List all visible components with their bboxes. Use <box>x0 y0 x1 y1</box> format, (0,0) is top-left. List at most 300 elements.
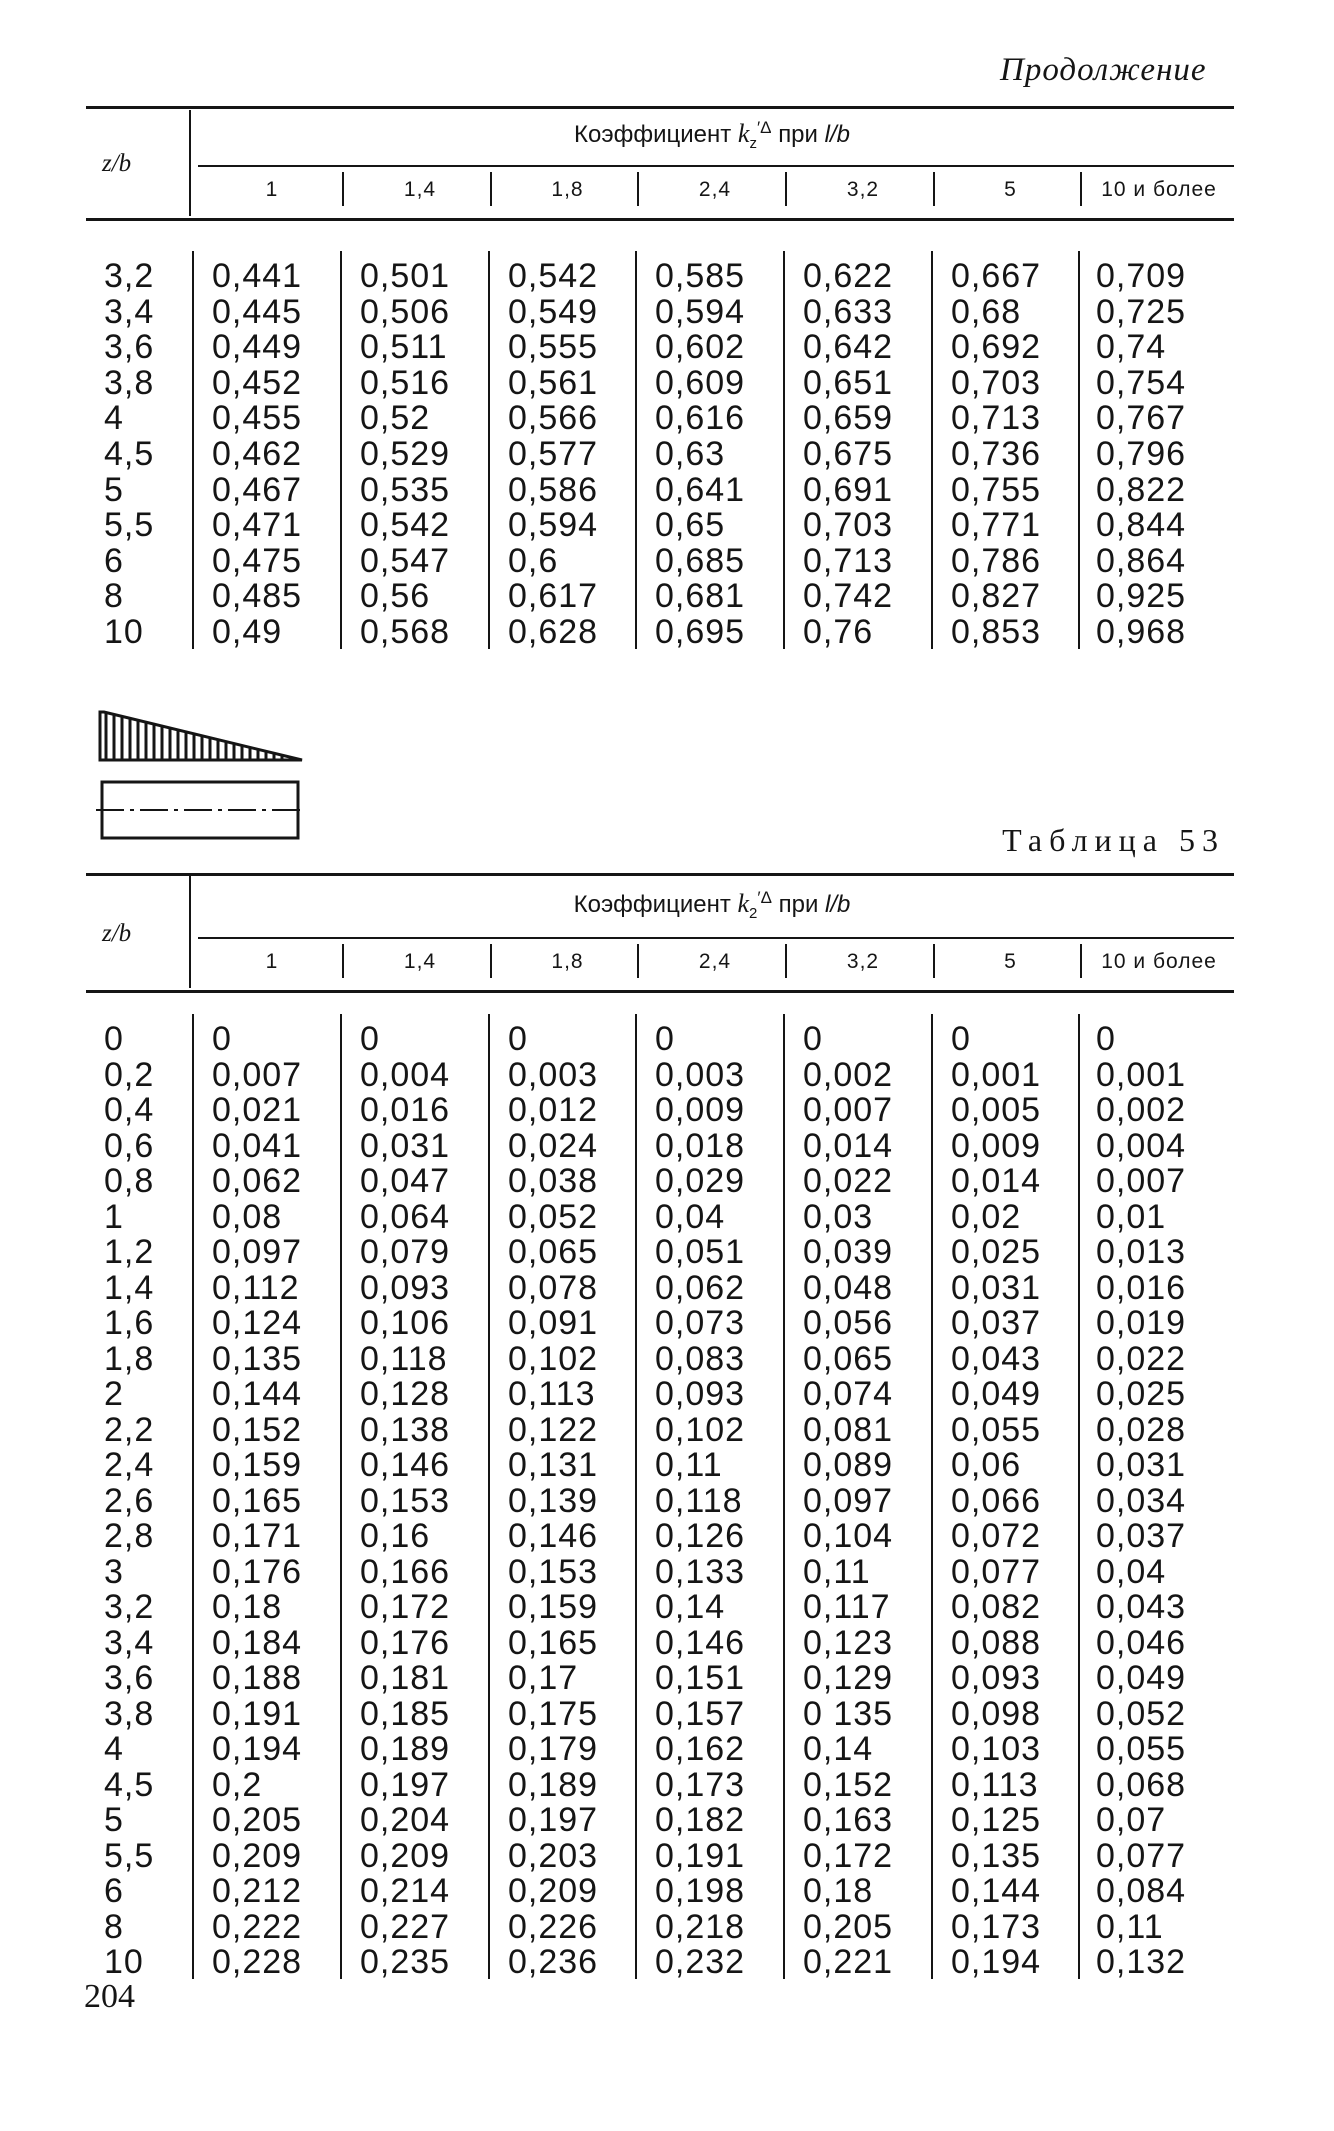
table-cell: 0,144 <box>212 1375 303 1413</box>
table-cell: 0,073 <box>655 1304 746 1342</box>
table-cell: 0 <box>360 1020 380 1058</box>
z-value: 5 <box>104 470 124 509</box>
column-header: 5 <box>1004 950 1017 973</box>
table-cell: 0,628 <box>508 613 599 651</box>
table-cell: 0,124 <box>212 1304 303 1342</box>
table-cell: 0,049 <box>1096 1659 1187 1697</box>
table-cell: 0,467 <box>212 470 303 509</box>
table-cell: 0,485 <box>212 577 303 616</box>
z-value: 2,2 <box>104 1410 155 1449</box>
table-cell: 0,163 <box>803 1801 894 1839</box>
table-cell: 0,173 <box>655 1765 746 1804</box>
table-cell: 0,113 <box>951 1765 1039 1804</box>
table-cell: 0,055 <box>951 1410 1042 1449</box>
table-cell: 0,685 <box>655 541 746 580</box>
z-value: 2,6 <box>104 1481 155 1520</box>
table-cell: 0,04 <box>1096 1552 1167 1591</box>
table-cell: 0,153 <box>508 1552 599 1591</box>
table-cell: 0,002 <box>803 1055 894 1094</box>
table-cell: 0,083 <box>655 1339 746 1378</box>
subheader-rule <box>198 165 1234 167</box>
table-cell: 0,152 <box>212 1410 303 1449</box>
table-cell: 0,222 <box>212 1907 303 1946</box>
table-cell: 0,566 <box>508 399 599 438</box>
table-cell: 0,52 <box>360 399 431 438</box>
table-cell: 0,104 <box>803 1517 894 1555</box>
coefficient-header <box>190 118 1234 152</box>
table-cell: 0,135 <box>212 1339 303 1378</box>
table-cell: 0,003 <box>655 1055 746 1094</box>
table-cell: 0,617 <box>508 577 599 616</box>
table-cell: 0,205 <box>803 1907 894 1946</box>
table-cell: 0,506 <box>360 292 451 331</box>
table-cell: 0,126 <box>655 1517 746 1555</box>
column-header: 2,4 <box>698 950 732 973</box>
table-cell: 0,077 <box>1096 1836 1187 1875</box>
table-cell: 0,602 <box>655 328 746 367</box>
table-cell: 0,041 <box>212 1126 303 1165</box>
table-cell: 0,01 <box>1096 1197 1167 1236</box>
table-cell: 0,455 <box>212 399 303 438</box>
z-value: 10 <box>104 613 144 651</box>
column-divider <box>1080 944 1082 978</box>
table-cell: 0,014 <box>951 1162 1042 1200</box>
table-cell: 0,189 <box>508 1765 599 1804</box>
table-cell: 0,151 <box>655 1659 746 1697</box>
table-cell: 0,462 <box>212 435 303 473</box>
table-cell: 0,165 <box>508 1623 599 1662</box>
table-cell: 0,055 <box>1096 1730 1187 1768</box>
column-header: 10 и более <box>1101 178 1217 201</box>
table-cell: 0,049 <box>951 1375 1042 1413</box>
table-cell: 0,18 <box>803 1872 874 1910</box>
table-cell: 0,125 <box>951 1801 1042 1839</box>
coef-superscript: ′Δ <box>757 888 772 907</box>
table-cell: 0,144 <box>951 1872 1042 1910</box>
table-cell: 0,162 <box>655 1730 746 1768</box>
z-value: 3,8 <box>104 1694 155 1733</box>
table-cell: 0,098 <box>951 1694 1042 1733</box>
table-cell: 0,128 <box>360 1375 451 1413</box>
table-cell: 0,822 <box>1096 470 1187 509</box>
table-cell: 0,06 <box>951 1446 1022 1484</box>
table-cell: 0,103 <box>951 1730 1042 1768</box>
table-cell: 0,594 <box>508 506 599 545</box>
table-cell: 0,173 <box>951 1907 1042 1946</box>
table-cell: 0,029 <box>655 1162 746 1200</box>
table-cell: 0,077 <box>951 1552 1042 1591</box>
table-cell: 0,112 <box>212 1268 300 1307</box>
table-cell: 0,002 <box>1096 1091 1187 1129</box>
column-header: 1 <box>265 950 279 973</box>
z-value: 0,6 <box>104 1126 155 1165</box>
coef-pri: при <box>778 121 818 148</box>
table-cell: 0,204 <box>360 1801 451 1839</box>
table-cell: 0,117 <box>803 1588 891 1626</box>
table-cell: 0,004 <box>1096 1126 1187 1165</box>
table-cell: 0,76 <box>803 613 874 651</box>
table-cell: 0,191 <box>655 1836 746 1875</box>
table-cell: 0 <box>803 1020 823 1058</box>
table-cell: 0,786 <box>951 541 1042 580</box>
column-divider <box>1080 172 1082 206</box>
coef-symbol: k <box>737 889 750 918</box>
column-header: 1 <box>265 178 279 201</box>
table-cell: 0,146 <box>655 1623 746 1662</box>
column-divider <box>785 944 787 978</box>
table-cell: 0,616 <box>655 399 746 438</box>
body-column-divider <box>340 251 342 649</box>
table-cell: 0,184 <box>212 1623 303 1662</box>
table-cell: 0,159 <box>508 1588 599 1626</box>
table-cell: 0,925 <box>1096 577 1187 616</box>
table-cell: 0,133 <box>655 1552 746 1591</box>
column-header: 3,2 <box>846 178 880 201</box>
z-value: 4 <box>104 1730 124 1768</box>
table-cell: 0,051 <box>655 1233 746 1271</box>
table-cell: 0,082 <box>951 1588 1042 1626</box>
z-value: 6 <box>104 541 124 580</box>
table-cell: 0,452 <box>212 363 303 402</box>
table-cell: 0,68 <box>951 292 1022 331</box>
table-cell: 0,695 <box>655 613 746 651</box>
table-cell: 0,736 <box>951 435 1042 473</box>
table-cell: 0 <box>951 1020 971 1058</box>
table-cell: 0,692 <box>951 328 1042 367</box>
coef-symbol: k <box>737 119 750 148</box>
table-cell: 0,236 <box>508 1943 599 1981</box>
table-cell: 0,03 <box>803 1197 874 1236</box>
table-cell: 0,968 <box>1096 613 1187 651</box>
table-cell: 0,221 <box>803 1943 894 1981</box>
table-cell: 0,471 <box>212 506 303 545</box>
table-cell: 0,449 <box>212 328 303 367</box>
table-cell: 0,146 <box>508 1517 599 1555</box>
table-cell: 0,227 <box>360 1907 451 1946</box>
table-cell: 0,122 <box>508 1410 599 1449</box>
table-cell: 0,189 <box>360 1730 451 1768</box>
table-cell: 0,106 <box>360 1304 451 1342</box>
table-cell: 0,064 <box>360 1197 451 1236</box>
z-value: 3,6 <box>104 328 155 367</box>
table-cell: 0,048 <box>803 1268 894 1307</box>
table-cell: 0,172 <box>360 1588 451 1626</box>
z-value: 2,8 <box>104 1517 155 1555</box>
table-cell: 0,864 <box>1096 541 1187 580</box>
column-header: 1,4 <box>403 178 437 201</box>
table-cell: 0,176 <box>360 1623 451 1662</box>
table-cell: 0,152 <box>803 1765 894 1804</box>
table-cell: 0,17 <box>508 1659 579 1697</box>
table-cell: 0,02 <box>951 1197 1022 1236</box>
table-cell: 0,052 <box>508 1197 599 1236</box>
table-cell: 0,56 <box>360 577 431 616</box>
table-cell: 0,118 <box>360 1339 448 1378</box>
table-cell: 0,089 <box>803 1446 894 1484</box>
table-cell: 0,703 <box>951 363 1042 402</box>
z-value: 0,4 <box>104 1091 155 1129</box>
table-cell: 0,153 <box>360 1481 451 1520</box>
z-value: 5 <box>104 1801 124 1839</box>
column-divider <box>933 172 935 206</box>
page-number: 204 <box>84 1978 135 2015</box>
column-divider <box>490 944 492 978</box>
table-cell: 0,046 <box>1096 1623 1187 1662</box>
table-cell: 0,031 <box>360 1126 451 1165</box>
table-cell: 0,025 <box>1096 1375 1187 1413</box>
table-cell: 0,18 <box>212 1588 283 1626</box>
table-cell: 0,068 <box>1096 1765 1187 1804</box>
table-cell: 0,11 <box>655 1446 723 1484</box>
table-cell: 0,043 <box>1096 1588 1187 1626</box>
table-cell: 0,047 <box>360 1162 451 1200</box>
body-column-divider <box>488 251 490 649</box>
table-cell: 0,113 <box>508 1375 596 1413</box>
foundation-plan-icon <box>96 782 306 838</box>
table-cell: 0,755 <box>951 470 1042 509</box>
table-cell: 0,547 <box>360 541 451 580</box>
table-cell: 0,08 <box>212 1197 283 1236</box>
table-cell: 0,182 <box>655 1801 746 1839</box>
body-column-divider <box>783 1014 785 1979</box>
table-cell: 0,188 <box>212 1659 303 1697</box>
table-cell: 0,009 <box>655 1091 746 1129</box>
table-cell: 0,072 <box>951 1517 1042 1555</box>
z-value: 1,6 <box>104 1304 155 1342</box>
table-cell: 0,078 <box>508 1268 599 1307</box>
z-value: 0,2 <box>104 1055 155 1094</box>
table-cell: 0,445 <box>212 292 303 331</box>
column-header: 2,4 <box>698 178 732 201</box>
table-cell: 0,827 <box>951 577 1042 616</box>
z-value: 3 <box>104 1552 124 1591</box>
table-cell: 0,185 <box>360 1694 451 1733</box>
table-cell: 0,65 <box>655 506 726 545</box>
table-cell: 0,066 <box>951 1481 1042 1520</box>
table-cell: 0,209 <box>360 1836 451 1875</box>
z-value: 0,8 <box>104 1162 155 1200</box>
table-cell: 0,018 <box>655 1126 746 1165</box>
body-column-divider <box>783 251 785 649</box>
table-cell: 0,63 <box>655 435 726 473</box>
table-cell: 0,014 <box>803 1126 894 1165</box>
z-value: 3,4 <box>104 1623 155 1662</box>
body-column-divider <box>340 1014 342 1979</box>
table-cell: 0,019 <box>1096 1304 1187 1342</box>
table-cell: 0,052 <box>1096 1694 1187 1733</box>
coef-superscript: ′Δ <box>756 118 772 137</box>
column-divider <box>933 944 935 978</box>
body-column-divider <box>635 251 637 649</box>
column-header: 1,8 <box>551 178 584 201</box>
table-number-label: Таблица 53 <box>1002 822 1225 858</box>
column-divider <box>342 172 344 206</box>
table-cell: 0,542 <box>508 257 599 295</box>
z-value: 1,8 <box>104 1339 155 1378</box>
table-cell: 0,585 <box>655 257 746 295</box>
table-cell: 0,203 <box>508 1836 599 1875</box>
table-cell: 0,622 <box>803 257 894 295</box>
row-label-header: z/b <box>102 920 132 947</box>
column-divider <box>490 172 492 206</box>
z-value: 1,2 <box>104 1233 155 1271</box>
table-cell: 0,172 <box>803 1836 894 1875</box>
table-cell: 0,681 <box>655 577 746 616</box>
row-label-header: z/b <box>102 150 132 177</box>
table-cell: 0,197 <box>360 1765 451 1804</box>
z-value: 8 <box>104 1907 124 1946</box>
header-bottom-rule <box>86 990 1234 993</box>
table-cell: 0,441 <box>212 257 303 295</box>
table-cell: 0,516 <box>360 363 451 402</box>
column-divider <box>785 172 787 206</box>
table-cell: 0,179 <box>508 1730 599 1768</box>
z-value: 2 <box>104 1375 124 1413</box>
table-cell: 0,009 <box>951 1126 1042 1165</box>
coef-prefix: Коэффициент <box>574 121 732 148</box>
table-cell: 0,088 <box>951 1623 1042 1662</box>
table-cell: 0,003 <box>508 1055 599 1094</box>
table-cell: 0,157 <box>655 1694 746 1733</box>
table-cell: 0,235 <box>360 1943 451 1981</box>
table-cell: 0,577 <box>508 435 599 473</box>
table-cell: 0,007 <box>1096 1162 1187 1200</box>
table-cell: 0,129 <box>803 1659 894 1697</box>
table-cell: 0 135 <box>803 1694 894 1733</box>
z-value: 0 <box>104 1020 124 1058</box>
table-cell: 0,081 <box>803 1410 894 1449</box>
table-cell: 0,194 <box>212 1730 303 1768</box>
table-cell: 0,138 <box>360 1410 451 1449</box>
table-cell: 0,065 <box>803 1339 894 1378</box>
z-value: 4,5 <box>104 435 155 473</box>
table-cell: 0,209 <box>508 1872 599 1910</box>
table-cell: 0,016 <box>1096 1268 1187 1307</box>
table-cell: 0,633 <box>803 292 894 331</box>
z-value: 5,5 <box>104 1836 155 1875</box>
table-cell: 0,181 <box>360 1659 451 1697</box>
body-column-divider <box>931 1014 933 1979</box>
z-value: 8 <box>104 577 124 616</box>
table-cell: 0,093 <box>360 1268 451 1307</box>
table-top-rule <box>86 873 1234 876</box>
table-cell: 0,013 <box>1096 1233 1187 1271</box>
table-cell: 0,024 <box>508 1126 599 1165</box>
table-cell: 0,844 <box>1096 506 1187 545</box>
table-cell: 0,093 <box>655 1375 746 1413</box>
table-cell: 0,034 <box>1096 1481 1187 1520</box>
table-cell: 0,197 <box>508 1801 599 1839</box>
coef-subscript: z <box>749 134 757 152</box>
body-column-divider <box>1078 1014 1080 1979</box>
table-cell: 0,062 <box>655 1268 746 1307</box>
z-value: 5,5 <box>104 506 155 545</box>
table-cell: 0,031 <box>951 1268 1042 1307</box>
table-cell: 0,754 <box>1096 363 1187 402</box>
table-cell: 0,012 <box>508 1091 599 1129</box>
table-cell: 0,102 <box>508 1339 599 1378</box>
table-cell: 0,043 <box>951 1339 1042 1378</box>
column-header: 3,2 <box>846 950 880 973</box>
z-value: 6 <box>104 1872 124 1910</box>
subheader-rule <box>198 937 1234 939</box>
table-cell: 0,542 <box>360 506 451 545</box>
table-cell: 0,214 <box>360 1872 451 1910</box>
table-cell: 0,549 <box>508 292 599 331</box>
table-cell: 0,691 <box>803 470 894 509</box>
table-cell: 0,475 <box>212 541 303 580</box>
table-cell: 0,004 <box>360 1055 451 1094</box>
table-cell: 0,135 <box>951 1836 1042 1875</box>
header-bottom-rule <box>86 218 1234 221</box>
triangular-load-icon <box>100 712 302 760</box>
table-cell: 0,555 <box>508 328 599 367</box>
table-cell: 0,146 <box>360 1446 451 1484</box>
table-cell: 0,166 <box>360 1552 451 1591</box>
table-cell: 0,11 <box>1096 1907 1164 1946</box>
coef-ratio: l/b <box>824 121 850 148</box>
z-value: 3,4 <box>104 292 155 331</box>
table-cell: 0,022 <box>1096 1339 1187 1378</box>
body-column-divider <box>931 251 933 649</box>
table-cell: 0,14 <box>655 1588 726 1626</box>
table-cell: 0,703 <box>803 506 894 545</box>
table-cell: 0,022 <box>803 1162 894 1200</box>
coef-pri: при <box>778 891 819 918</box>
table-cell: 0 <box>508 1020 528 1058</box>
table-cell: 0,205 <box>212 1801 303 1839</box>
table-cell: 0,031 <box>1096 1446 1187 1484</box>
table-cell: 0,07 <box>1096 1801 1167 1839</box>
table-cell: 0,198 <box>655 1872 746 1910</box>
z-value: 1,4 <box>104 1268 155 1307</box>
table-cell: 0,713 <box>951 399 1042 438</box>
table-cell: 0,511 <box>360 328 448 367</box>
table-cell: 0,176 <box>212 1552 303 1591</box>
coef-ratio: l/b <box>825 891 851 918</box>
table-cell: 0,561 <box>508 363 599 402</box>
table-cell: 0,123 <box>803 1623 894 1662</box>
table-cell: 0,232 <box>655 1943 746 1981</box>
column-header: 10 и более <box>1101 950 1217 973</box>
table-cell: 0,771 <box>951 506 1042 545</box>
table-cell: 0,007 <box>803 1091 894 1129</box>
table-cell: 0,021 <box>212 1091 303 1129</box>
table-cell: 0,005 <box>951 1091 1042 1129</box>
column-divider <box>637 944 639 978</box>
table-cell: 0,079 <box>360 1233 451 1271</box>
continuation-label: Продолжение <box>1000 52 1207 88</box>
table-cell: 0,001 <box>951 1055 1042 1094</box>
table-cell: 0,191 <box>212 1694 303 1733</box>
z-value: 1 <box>104 1197 124 1236</box>
table-cell: 0,097 <box>212 1233 303 1271</box>
coef-subscript: 2 <box>749 904 758 922</box>
z-value: 3,8 <box>104 363 155 402</box>
table-cell: 0,001 <box>1096 1055 1187 1094</box>
table-cell: 0,6 <box>508 541 559 580</box>
table-cell: 0,084 <box>1096 1872 1187 1910</box>
table-cell: 0,667 <box>951 257 1042 295</box>
table-cell: 0,529 <box>360 435 451 473</box>
table-cell: 0,725 <box>1096 292 1187 331</box>
column-header: 1,8 <box>551 950 584 973</box>
table-cell: 0,171 <box>212 1517 303 1555</box>
table-cell: 0,159 <box>212 1446 303 1484</box>
table-cell: 0,501 <box>360 257 451 295</box>
table-cell: 0,028 <box>1096 1410 1187 1449</box>
z-value: 2,4 <box>104 1446 155 1484</box>
